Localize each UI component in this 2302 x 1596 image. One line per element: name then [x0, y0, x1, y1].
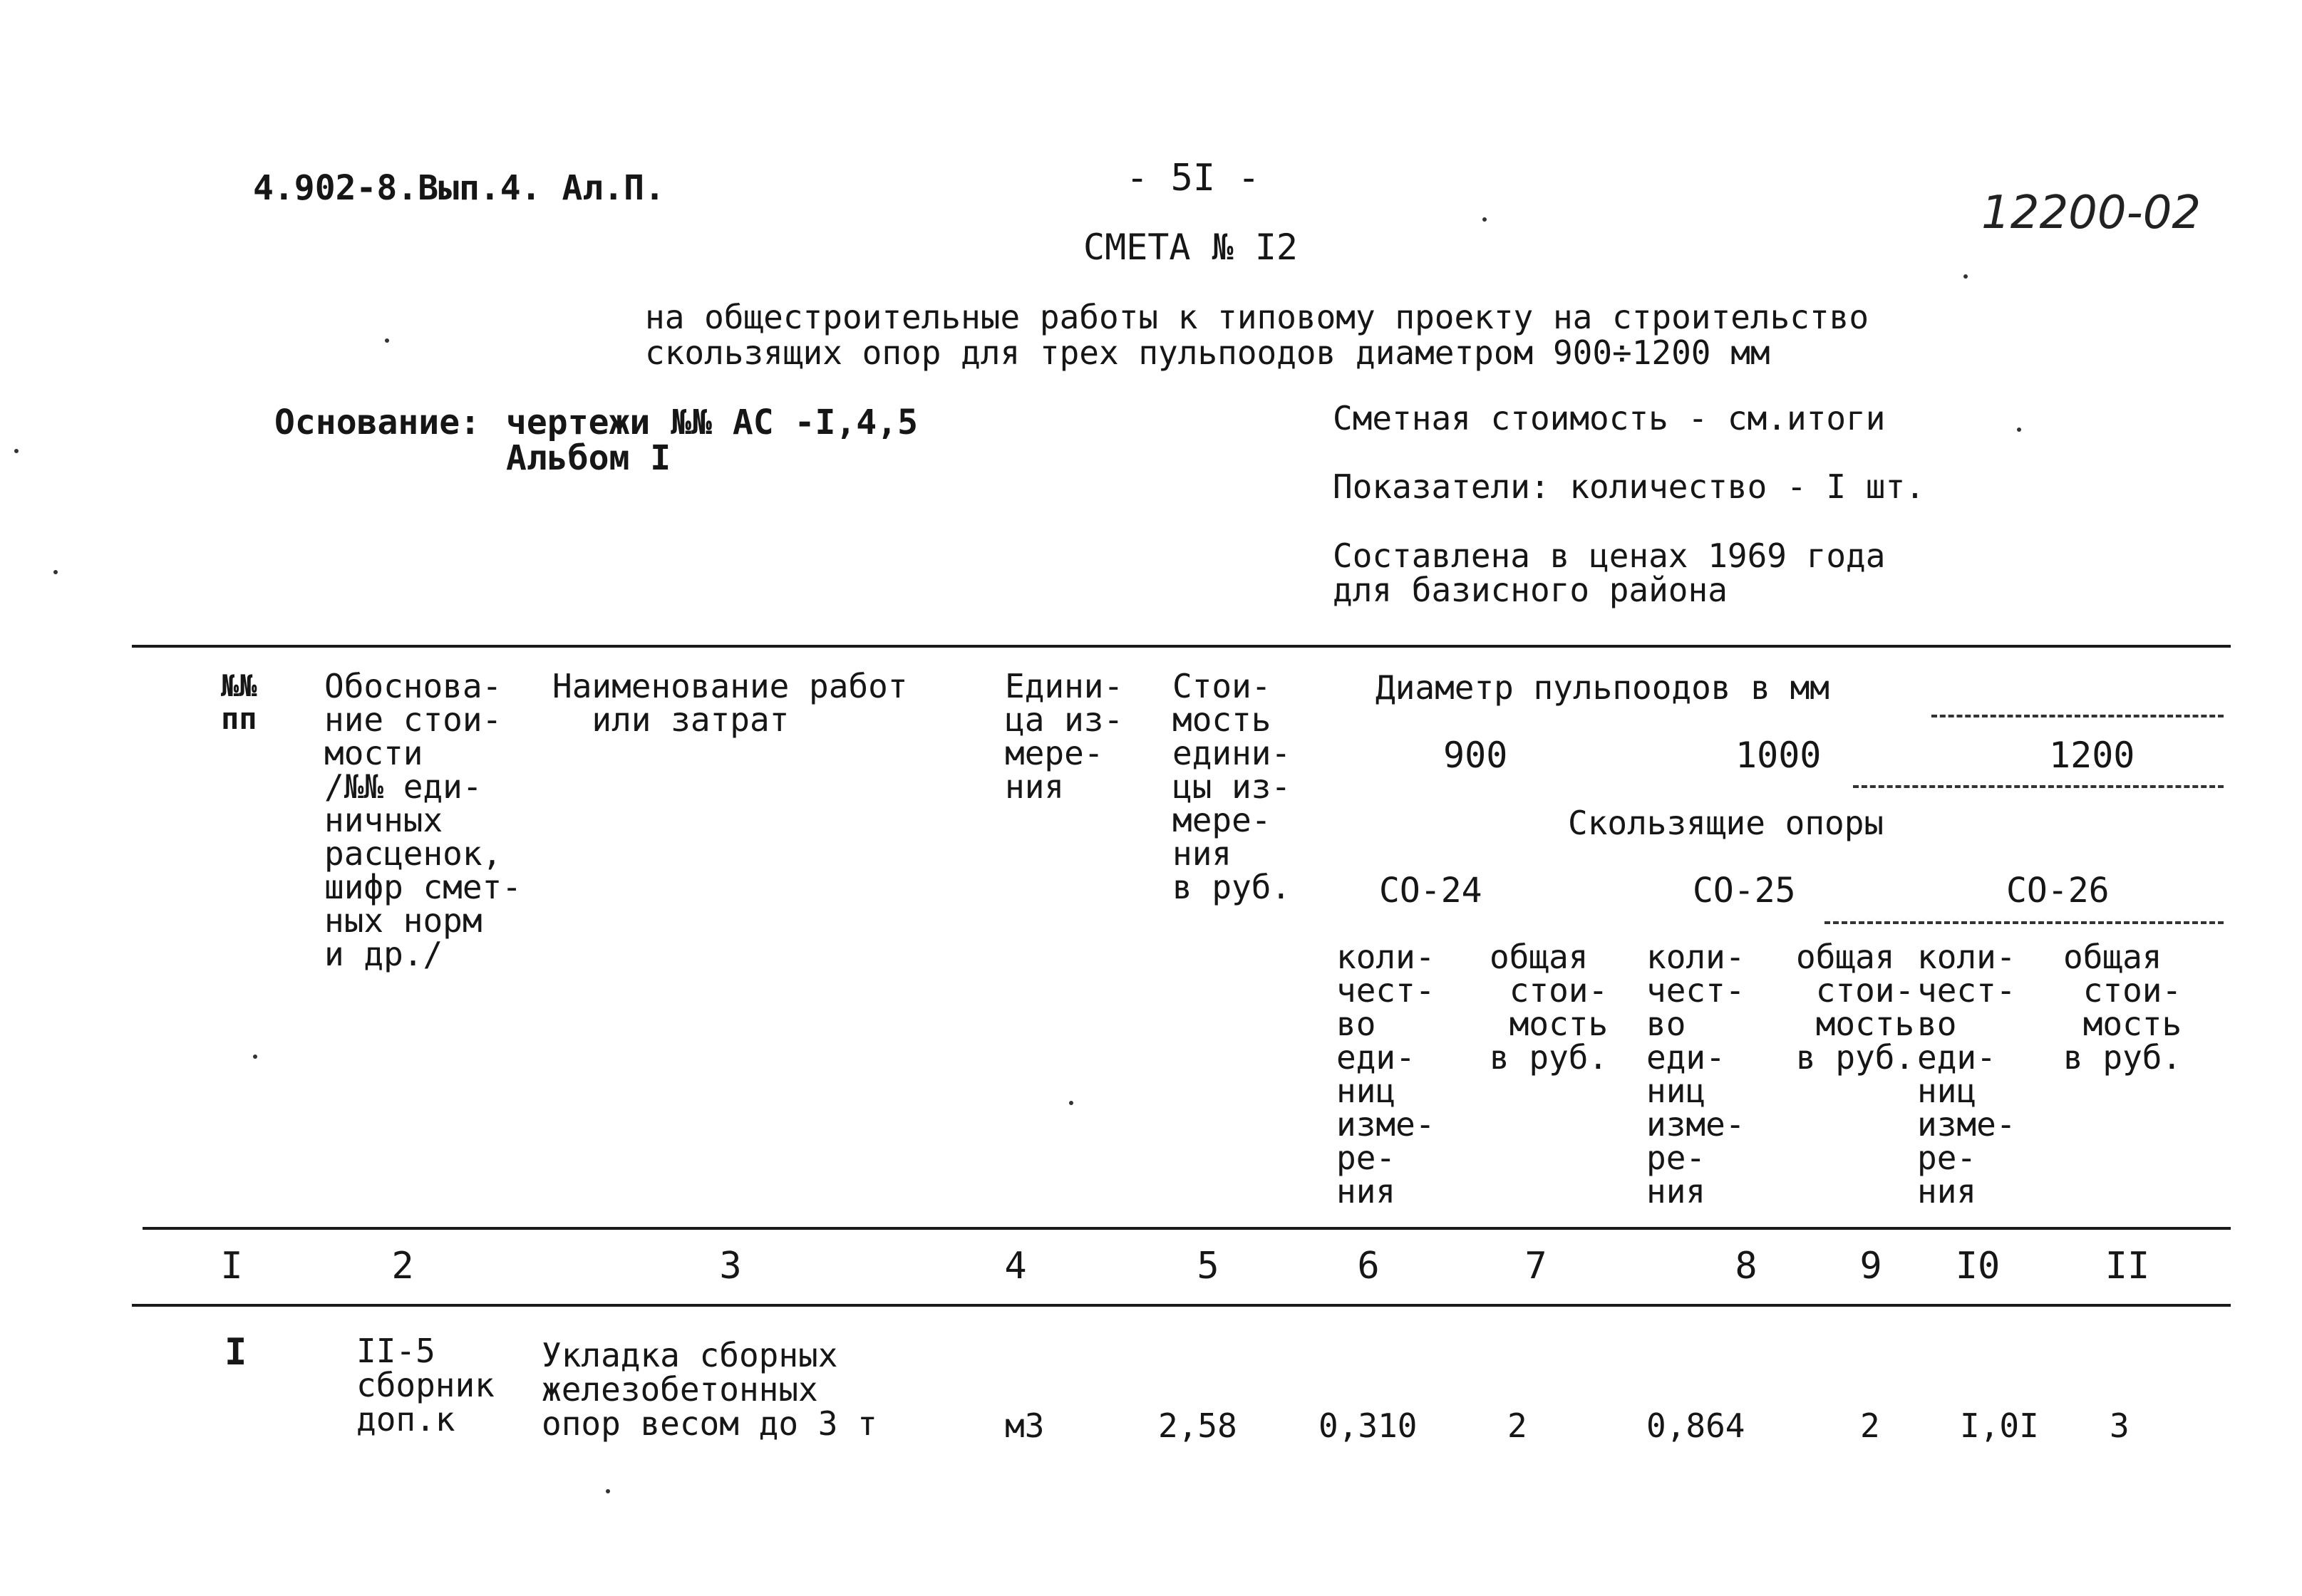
colnum-8: 8 — [1735, 1245, 1758, 1287]
prices-line1: Составлена в ценах 1969 года — [1333, 537, 1886, 575]
colnum-5: 5 — [1197, 1245, 1219, 1287]
row-qty-so25: 0,864 — [1646, 1406, 1745, 1445]
colnum-4: 4 — [1004, 1245, 1027, 1287]
scan-speck — [53, 570, 58, 574]
header-support-so24: СО-24 — [1379, 871, 1482, 911]
colnum-6: 6 — [1357, 1245, 1380, 1287]
table-top-rule — [132, 645, 2231, 648]
header-diameter-group: Диаметр пульпоодов в мм — [1375, 668, 1829, 707]
row-qty-so24: 0,310 — [1318, 1406, 1418, 1445]
estimate-subtitle-line1: на общестроительные работы к типовому проекту на строительство — [645, 298, 1869, 336]
header-total-so25: общая стои- мость в руб. — [1796, 938, 1915, 1077]
indicators: Показатели: количество - I шт. — [1333, 467, 1925, 506]
estimate-title: СМЕТА № I2 — [1083, 227, 1299, 268]
colnum-7: 7 — [1524, 1245, 1547, 1287]
header-diameter-1200: 1200 — [2049, 735, 2135, 776]
scan-speck — [385, 338, 389, 343]
row-name: Укладка сборных железобетонных опор весом до 3 т — [542, 1336, 877, 1443]
estimate-subtitle-line2: скользящих опор для трех пульпоодов диаметром 900÷1200 мм — [645, 333, 1770, 372]
scan-speck — [1963, 274, 1968, 279]
header-qty-so26: коли- чест- во еди- ниц изме- ре- ния — [1917, 938, 2016, 1211]
page-number: - 5I - — [1126, 157, 1260, 200]
supports-row-rule — [1824, 921, 2224, 924]
scan-speck — [606, 1489, 610, 1493]
colnums-bottom-rule — [132, 1304, 2231, 1307]
header-total-so24: общая стои- мость в руб. — [1490, 938, 1609, 1077]
row-unit: м3 — [1005, 1406, 1045, 1445]
scan-speck — [1482, 217, 1487, 222]
header-diameter-900: 900 — [1443, 735, 1508, 776]
basis-album: Альбом I — [506, 438, 671, 478]
row-qty-so26: I,0I — [1960, 1406, 2039, 1445]
header-num: №№ пп — [221, 668, 257, 736]
colnum-3: 3 — [719, 1245, 742, 1287]
header-qty-so25: коли- чест- во еди- ниц изме- ре- ния — [1646, 938, 1745, 1211]
header-basis: Обоснова- ние стои- мости /№№ еди- ничных расценок, шифр смет- ных норм и др./ — [324, 667, 522, 973]
diameter-row-rule — [1853, 785, 2224, 788]
diameter-group-rule — [1931, 715, 2224, 717]
header-unit-cost: Стои- мость едини- цы из- мере- ния в руб. — [1172, 667, 1291, 906]
scan-speck — [2017, 428, 2021, 432]
header-support-so26: СО-26 — [2006, 871, 2110, 911]
row-basis: II-5 сборник доп.к — [356, 1332, 495, 1439]
row-total-so26: 3 — [2110, 1406, 2130, 1445]
basis-label: Основание: — [274, 403, 480, 442]
header-unit: Едини- ца из- мере- ния — [1005, 667, 1124, 806]
row-num: I — [224, 1331, 247, 1374]
handwritten-code: 12200-02 — [1981, 187, 2202, 239]
header-total-so26: общая стои- мость в руб. — [2063, 938, 2182, 1077]
scan-speck — [1069, 1101, 1073, 1105]
colnum-11: II — [2105, 1245, 2150, 1287]
header-bottom-rule — [143, 1227, 2231, 1230]
colnum-2: 2 — [391, 1245, 414, 1287]
header-supports-group: Скользящие опоры — [1568, 804, 1884, 842]
prices-line2: для базисного района — [1333, 571, 1728, 609]
row-unit-cost: 2,58 — [1158, 1406, 1237, 1445]
colnum-1: I — [220, 1245, 243, 1287]
document-code: 4.902-8.Вып.4. Ал.П. — [253, 168, 665, 208]
colnum-10: I0 — [1955, 1245, 2001, 1287]
basis-drawings: чертежи №№ АС -I,4,5 — [506, 403, 918, 442]
header-qty-so24: коли- чест- во еди- ниц изме- ре- ния — [1336, 938, 1435, 1211]
header-diameter-1000: 1000 — [1735, 735, 1822, 776]
row-total-so24: 2 — [1507, 1406, 1527, 1445]
row-total-so25: 2 — [1860, 1406, 1880, 1445]
header-name: Наименование работ или затрат — [552, 667, 908, 739]
scan-speck — [14, 449, 19, 453]
header-support-so25: СО-25 — [1693, 871, 1796, 911]
estimated-cost: Сметная стоимость - см.итоги — [1333, 399, 1886, 437]
colnum-9: 9 — [1859, 1245, 1882, 1287]
scan-speck — [253, 1054, 257, 1059]
